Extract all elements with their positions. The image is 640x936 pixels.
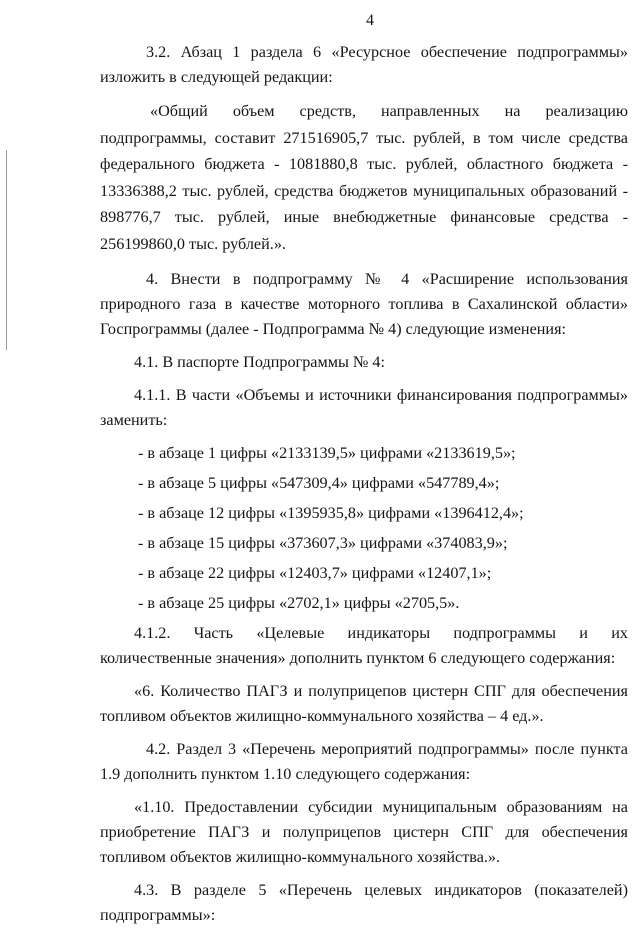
quote-resources: «Общий объем средств, направленных на реализацию подпрограммы, составит 271516905,7 тыс. рублей, в том числе средства федерального бюджета - 1081880,8 тыс. рублей, областного бюджета - 13336388,2 тыс. рублей, средства бюджетов муниципальных образований - 898776,7 тыс. рублей, иные внебюджетные финансовые средства - 256199860,0 тыс. рублей.». — [100, 102, 628, 253]
paragraph-3-2: 3.2. Абзац 1 раздела 6 «Ресурсное обеспечение подпрограммы» изложить в следующей редакции: — [100, 43, 628, 86]
page-number: 4 — [366, 12, 374, 29]
paragraph-4-2: 4.2. Раздел 3 «Перечень мероприятий подпрограммы» после пункта 1.9 дополнить пунктом 1.10 следующего содержания: — [100, 740, 628, 783]
quote-item-1-10: «1.10. Предоставлении субсидии муниципальным образованиям на приобретение ПАГЗ и полуприцепов цистерн СПГ для обеспечения топливом объектов жилищно-коммунального хозяйства.». — [100, 798, 628, 866]
list-item: - в абзаце 15 цифры «373607,3» цифрами «374083,9»; — [138, 534, 508, 552]
quote-item-6: «6. Количество ПАГЗ и полуприцепов цистерн СПГ для обеспечения топливом объектов жилищно-коммунального хозяйства – 4 ед.». — [100, 682, 628, 725]
list-item: - в абзаце 25 цифры «2702,1» цифры «2705,5». — [138, 594, 460, 612]
list-item: - в абзаце 5 цифры «547309,4» цифрами «547789,4»; — [138, 474, 500, 492]
scan-edge-line — [6, 150, 7, 350]
paragraph-4-1: 4.1. В паспорте Подпрограммы № 4: — [134, 353, 385, 371]
list-item: - в абзаце 12 цифры «1395935,8» цифрами «1396412,4»; — [138, 504, 524, 522]
paragraph-4: 4. Внести в подпрограмму № 4 «Расширение использования природного газа в качестве моторного топлива в Сахалинской области» Госпрограммы (далее - Подпрограмма № 4) следующие изменения: — [100, 270, 628, 338]
document-body — [100, 40, 628, 936]
paragraph-4-3: 4.3. В разделе 5 «Перечень целевых индикаторов (показателей) подпрограммы»: — [100, 881, 628, 924]
list-item: - в абзаце 1 цифры «2133139,5» цифрами «2133619,5»; — [138, 444, 516, 462]
paragraph-4-1-1: 4.1.1. В части «Объемы и источники финансирования подпрограммы» заменить: — [100, 386, 628, 429]
list-item: - в абзаце 22 цифры «12403,7» цифрами «12407,1»; — [138, 564, 492, 582]
paragraph-4-1-2: 4.1.2. Часть «Целевые индикаторы подпрограммы и их количественные значения» дополнить пунктом 6 следующего содержания: — [100, 624, 628, 667]
